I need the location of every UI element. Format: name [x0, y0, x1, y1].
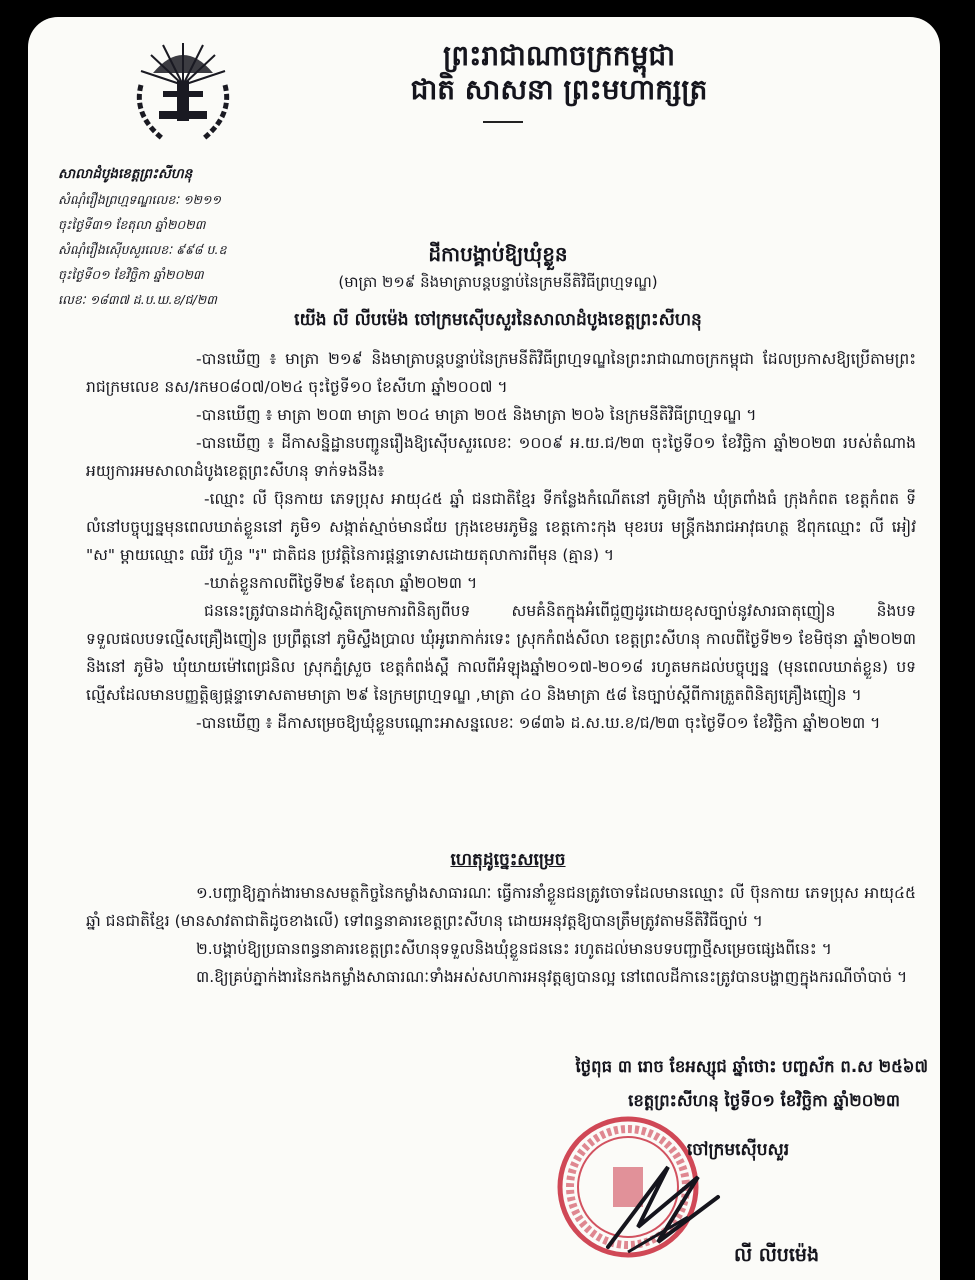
document-subtitle: (មាត្រា ២១៩ និងមាត្រាបន្តបន្ទាប់នៃក្រមនីតិវិធីព្រហ្មទណ្ឌ) — [338, 273, 658, 291]
kingdom-name: ព្រះរាជាណាចក្រកម្ពុជា — [442, 39, 675, 72]
signer-title: ចៅក្រមស៊ើបសួរ — [686, 1140, 790, 1160]
decision-item: ៣.ឱ្យគ្រប់ភ្នាក់ងារនៃកងកម្លាំងសាធារណៈទាំងអស់សហការអនុវត្តឲ្យបានល្អ នៅពេលដីកានេះត្រូវបានបង្ហាញក្នុងករណីចាំបាច់ ។ — [196, 968, 908, 986]
investigation-date: ចុះថ្ងៃទី០១ ខែវិច្ឆិកា ឆ្នាំ២០២៣ — [58, 267, 204, 282]
paragraph: -បានឃើញ ៖ ដីកាសន្និដ្ឋានបញ្ជូនរឿងឱ្យស៊ើបសួរលេខៈ ១០០៩ អ.យ.ជ/២៣ ចុះថ្ងៃទី០១ ខែវិច្ឆិកា ឆ្នាំ២០២៣ របស់តំណាងអយ្យការអមសាលាដំបូងខេត្តព្រះសីហនុ ទាក់ទងនឹង៖ — [86, 434, 916, 480]
decision-body — [86, 879, 916, 991]
court-name: សាលាដំបូងខេត្តព្រះសីហនុ — [58, 166, 193, 182]
judge-line: យើង លី លីបម៉េង ចៅក្រមស៊ើបសួរនៃសាលាដំបូងខេត្តព្រះសីហនុ — [294, 310, 702, 330]
signer-name: លី លីបម៉េង — [734, 1244, 820, 1266]
paragraph: -ឈ្មោះ លី ប៊ុនកាយ ភេទប្រុស អាយុ៤៥ ឆ្នាំ ជនជាតិខ្មែរ ទីកន្លែងកំណើតនៅ ភូមិក្រាំង ឃុំត្រពាំងធំ ក្រុងកំពត ខេត្តកំពត ទីលំនៅបច្ចុប្បន្នមុនពេលឃាត់ខ្លួននៅ ភូមិ១ សង្កាត់ស្មាច់មានជ័យ ក្រុងខេមរភូមិន្ទ ខេត្តកោះកុង មុខរបរ មន្ត្រីកងរាជអាវុធហត្ថ ឪពុកឈ្មោះ លី អៀវ "ស" ម្ដាយឈ្មោះ ឈីវ ហ៊ួន "រ" ជាតិជន ប្រវត្តិនៃការផ្ដន្ទាទោសដោយតុលាការពីមុន (គ្មាន) ។ — [86, 490, 916, 564]
case-date: ចុះថ្ងៃទី៣១ ខែតុលា ឆ្នាំ២០២៣ — [58, 217, 206, 232]
solar-date: ខេត្តព្រះសីហនុ ថ្ងៃទី០១ ខែវិច្ឆិកា ឆ្នាំ២០២៣ — [628, 1091, 900, 1110]
paragraph: -បានឃើញ ៖ មាត្រា ២១៩ និងមាត្រាបន្តបន្ទាប់នៃក្រមនីតិវិធីព្រហ្មទណ្ឌនៃព្រះរាជាណាចក្រកម្ពុជា ដែលប្រកាសឱ្យប្រើតាមព្រះរាជក្រមលេខ នស/រកម០៨០៧/០២៤ ចុះថ្ងៃទី១០ ខែសីហា ឆ្នាំ២០០៧ ។ — [86, 350, 916, 396]
decision-heading: ហេតុដូច្នេះសម្រេច — [450, 850, 566, 870]
investigation-number: សំណុំរឿងស៊ើបសួរលេខៈ ៩៩៨ ប.ឧ — [58, 242, 227, 257]
header-divider — [483, 121, 523, 123]
document-body — [86, 345, 916, 737]
case-number: សំណុំរឿងព្រហ្មទណ្ឌលេខៈ ១២១១ — [58, 192, 221, 207]
paragraph: -ឃាត់ខ្លួនកាលពីថ្ងៃទី២៩ ខែតុលា ឆ្នាំ២០២៣ ។ — [204, 574, 478, 592]
document-page — [28, 17, 940, 1280]
lunar-date: ថ្ងៃពុធ ៣ រោច ខែអស្សុជ ឆ្នាំថោះ បញ្ចស័ក ព.ស ២៥៦៧ — [575, 1057, 928, 1076]
signature-icon — [598, 1157, 738, 1257]
paragraph: ជននេះត្រូវបានដាក់ឱ្យស្ថិតក្រោមការពិនិត្យពីបទ សមគំនិតក្នុងអំពើជួញដូរដោយខុសច្បាប់នូវសារធាតុញៀន និងបទទទួលផលបទល្មើសគ្រឿងញៀន ប្រព្រឹត្តនៅ ភូមិស្ទឹងប្រាល ឃុំអូរោកាក់រទេះ ស្រុកកំពង់សីលា ខេត្តព្រះសីហនុ កាលពីថ្ងៃទី២១ ខែមិថុនា ឆ្នាំ២០២៣ និងនៅ ភូមិ៦ ឃុំយាយម៉ៅពេជ្រនិល ស្រុកភ្នំស្រួច ខេត្តកំពង់ស្ពឺ កាលពីអំឡុងឆ្នាំ២០១៧-២០១៨ រហូតមកដល់បច្ចុប្បន្ន (មុនពេលឃាត់ខ្លួន) បទល្មើសដែលមានបញ្ញត្តិឲ្យផ្ដន្ទាទោសតាមមាត្រា ២៩ នៃក្រមព្រហ្មទណ្ឌ ,មាត្រា ៤០ និងមាត្រា ៥៨ នៃច្បាប់ស្ដីពីការត្រួតពិនិត្យគ្រឿងញៀន ។ — [86, 602, 916, 704]
document-title: ដីកាបង្គាប់ឱ្យឃុំខ្លួន — [428, 242, 568, 266]
paragraph: -បានឃើញ ៖ មាត្រា ២០៣ មាត្រា ២០៤ មាត្រា ២០៥ និងមាត្រា ២០៦ នៃក្រមនីតិវិធីព្រហ្មទណ្ឌ ។ — [196, 406, 757, 424]
decision-item: ១.បញ្ជាឱ្យភ្នាក់ងារមានសមត្ថកិច្ចនៃកម្លាំងសាធារណៈ ធ្វើការនាំខ្លួនជនត្រូវចោទដែលមានឈ្មោះ លី ប៊ុនកាយ ភេទប្រុស អាយុ៤៥ ឆ្នាំ ជនជាតិខ្មែរ (មានសាវតាជាតិដូចខាងលើ) ទៅពន្ធនាគារខេត្តព្រះសីហនុ ដោយអនុវត្តឱ្យបានត្រឹមត្រូវតាមនីតិវិធីច្បាប់ ។ — [86, 884, 916, 930]
paragraph: -បានឃើញ ៖ ដីកាសម្រេចឱ្យឃុំខ្លួនបណ្ដោះអាសន្នលេខៈ ១៨៣៦ ដ.ស.ឃ.ខ/ជ/២៣ ចុះថ្ងៃទី០១ ខែវិច្ឆិកា ឆ្នាំ២០២៣ ។ — [196, 714, 881, 732]
kingdom-header — [28, 39, 940, 107]
decision-item: ២.បង្គាប់ឱ្យប្រធានពន្ធនាគារខេត្តព្រះសីហនុទទួលនិងឃុំខ្លួនជននេះ រហូតដល់មានបទបញ្ជាថ្មីសម្រេចផ្សេងពីនេះ ។ — [196, 940, 832, 958]
order-number: លេខៈ ១៨៣៧ ដ.ប.ឃ.ខ/ជ/២៣ — [58, 292, 217, 307]
national-motto: ជាតិ សាសនា ព្រះមហាក្សត្រ — [410, 73, 708, 106]
